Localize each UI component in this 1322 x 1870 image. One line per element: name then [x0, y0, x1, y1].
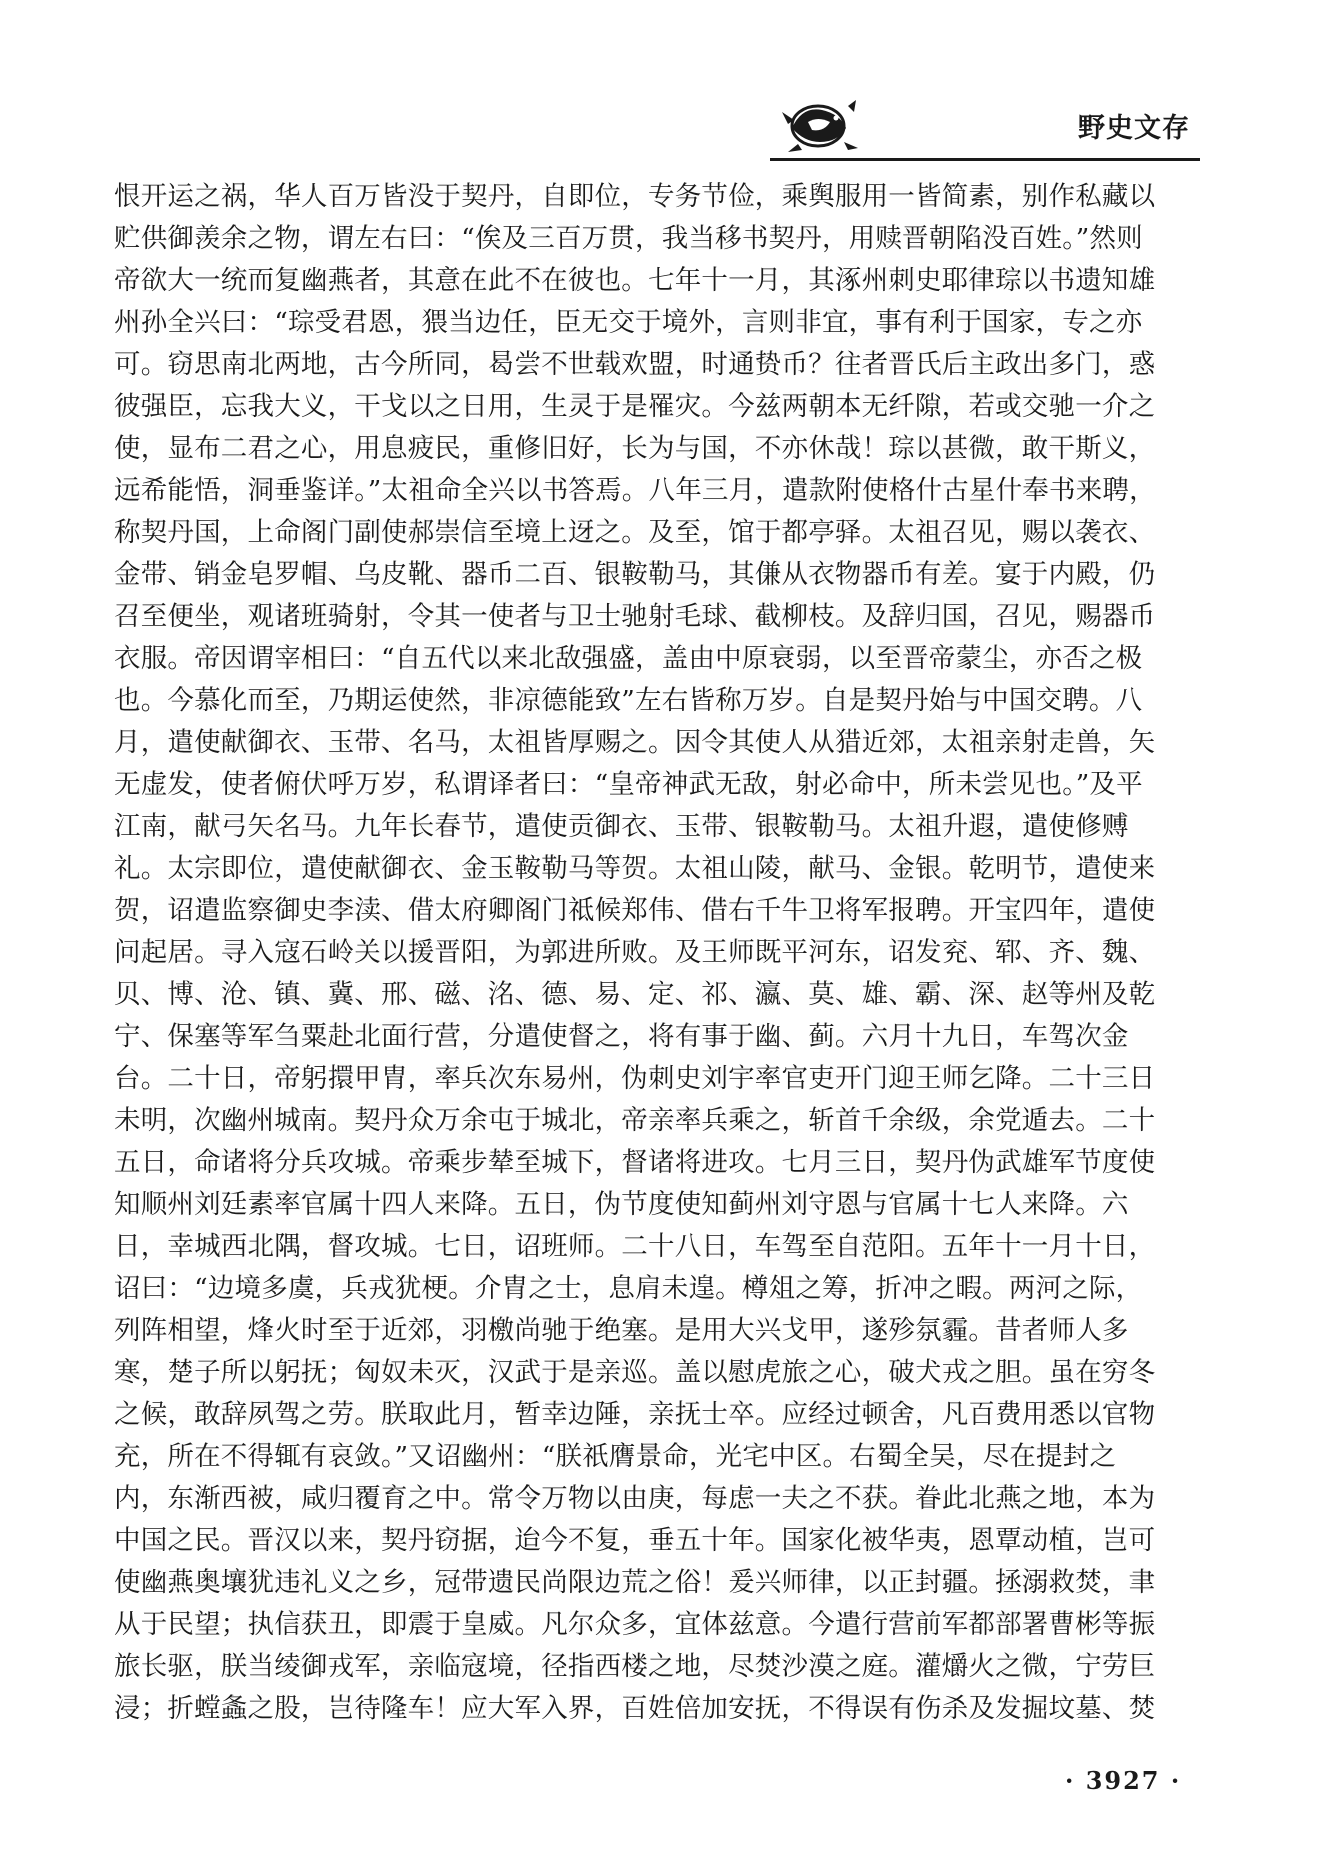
text-line: 远希能悟，洞垂鉴详。”太祖命全兴以书答焉。八年三月，遣款附使格什古星什奉书来聘， — [114, 475, 1156, 506]
text-line: 知顺州刘廷素率官属十四人来降。五日，伪节度使知蓟州刘守恩与官属十七人来降。六 — [114, 1189, 1129, 1220]
text-line: 贝、博、沧、镇、冀、邢、磁、洺、德、易、定、祁、瀛、莫、雄、霸、深、赵等州及乾 — [114, 979, 1156, 1010]
text-line: 宁、保塞等军刍粟赴北面行营，分遣使督之，将有事于幽、蓟。六月十九日，车驾次金 — [114, 1021, 1129, 1052]
text-line: 寒，楚子所以躬抚；匈奴未灭，汉武于是亲巡。盖以慰虎旅之心，破犬戎之胆。虽在穷冬 — [114, 1357, 1156, 1388]
dragon-emblem-icon — [778, 92, 862, 156]
text-line: 未明，次幽州城南。契丹众万余屯于城北，帝亲率兵乘之，斩首千余级，余党遁去。二十 — [114, 1105, 1156, 1136]
text-line: 使，显布二君之心，用息疲民，重修旧好，长为与国，不亦休哉！琮以甚微，敢干斯义， — [114, 433, 1156, 464]
text-line: 衣服。帝因谓宰相曰：“自五代以来北敌强盛，盖由中原衰弱，以至晋帝蒙尘，亦否之极 — [114, 643, 1143, 674]
book-series-title: 野史文存 — [1078, 113, 1190, 144]
text-line: 浸；折螳螽之股，岂待隆车！应大军入界，百姓倍加安抚，不得误有伤杀及发掘坟墓、焚 — [114, 1693, 1156, 1724]
text-line: 恨开运之祸，华人百万皆没于契丹，自即位，专务节俭，乘舆服用一皆简素，别作私藏以 — [114, 181, 1156, 212]
text-line: 月，遣使献御衣、玉带、名马，太祖皆厚赐之。因令其使人从猎近郊，太祖亲射走兽，矢 — [114, 727, 1156, 758]
text-line: 礼。太宗即位，遣使献御衣、金玉鞍勒马等贺。太祖山陵，献马、金银。乾明节，遣使来 — [114, 853, 1156, 884]
text-line: 之候，敢辞夙驾之劳。朕取此月，暂幸边陲，亲抚士卒。应经过顿舍，凡百费用悉以官物 — [114, 1399, 1156, 1430]
text-line: 江南，献弓矢名马。九年长春节，遣使贡御衣、玉带、银鞍勒马。太祖升遐，遣使修赙 — [114, 811, 1129, 842]
text-line: 旅长驱，朕当绫御戎军，亲临寇境，径指西楼之地，尽焚沙漠之庭。灌爝火之微，宁劳巨 — [114, 1651, 1156, 1682]
text-line: 金带、销金皂罗帽、乌皮靴、器币二百、银鞍勒马，其傔从衣物器币有差。宴于内殿，仍 — [114, 559, 1156, 590]
text-line: 贮供御羡余之物，谓左右曰：“俟及三百万贯，我当移书契丹，用赎晋朝陷没百姓。”然则 — [114, 223, 1143, 254]
text-line: 帝欲大一统而复幽燕者，其意在此不在彼也。七年十一月，其涿州刺史耶律琮以书遗知雄 — [114, 265, 1156, 296]
text-line: 中国之民。晋汉以来，契丹窃据，迨今不复，垂五十年。国家化被华夷，恩覃动植，岂可 — [114, 1525, 1156, 1556]
text-line: 彼强臣，忘我大义，干戈以之日用，生灵于是罹灾。今兹两朝本无纤隙，若或交驰一介之 — [114, 391, 1156, 422]
text-line: 无虚发，使者俯伏呼万岁，私谓译者曰：“皇帝神武无敌，射必命中，所未尝见也。”及平 — [114, 769, 1143, 800]
header-rule — [770, 158, 1200, 161]
text-line: 充，所在不得辄有哀敛。”又诏幽州：“朕祇膺景命，光宅中区。右蜀全吴，尽在提封之 — [114, 1441, 1117, 1472]
page-header — [770, 92, 1200, 162]
text-line: 称契丹国，上命阁门副使郝崇信至境上迓之。及至，馆于都亭驿。太祖召见，赐以袭衣、 — [114, 517, 1156, 548]
text-line: 台。二十日，帝躬擐甲胄，率兵次东易州，伪刺史刘宇率官吏开门迎王师乞降。二十三日 — [114, 1063, 1156, 1094]
text-line: 五日，命诸将分兵攻城。帝乘步辇至城下，督诸将进攻。七月三日，契丹伪武雄军节度使 — [114, 1147, 1156, 1178]
text-line: 列阵相望，烽火时至于近郊，羽檄尚驰于绝塞。是用大兴戈甲，遂殄氛霾。昔者师人多 — [114, 1315, 1129, 1346]
text-line: 诏曰：“边境多虞，兵戎犹梗。介胄之士，息肩未遑。樽俎之筹，折冲之暇。两河之际， — [114, 1273, 1143, 1304]
text-line: 从于民望；执信获丑，即震于皇威。凡尔众多，宜体兹意。今遣行营前军都部署曹彬等振 — [114, 1609, 1156, 1640]
text-line: 州孙全兴曰：“琮受君恩，猥当边任，臣无交于境外，言则非宜，事有利于国家，专之亦 — [114, 307, 1143, 338]
text-line: 贺，诏遣监察御史李渎、借太府卿阁门祗候郑伟、借右千牛卫将军报聘。开宝四年，遣使 — [114, 895, 1156, 926]
page-number: · 3927 · — [1065, 1766, 1182, 1795]
text-line: 可。窃思南北两地，古今所同，曷尝不世载欢盟，时通贽币？往者晋氏后主政出多门，惑 — [114, 349, 1156, 380]
text-line: 使幽燕奥壤犹违礼义之乡，冠带遗民尚限边荒之俗！爰兴师律，以正封疆。拯溺救焚，聿 — [114, 1567, 1156, 1598]
text-line: 内，东渐西被，咸归覆育之中。常令万物以由庚，每虑一夫之不获。眷此北燕之地，本为 — [114, 1483, 1156, 1514]
text-line: 问起居。寻入寇石岭关以援晋阳，为郭进所败。及王师既平河东，诏发兖、郓、齐、魏、 — [114, 937, 1156, 968]
main-text — [114, 176, 1224, 1730]
text-line: 也。今慕化而至，乃期运使然，非凉德能致”左右皆称万岁。自是契丹始与中国交聘。八 — [114, 685, 1143, 716]
text-line: 召至便坐，观诸班骑射，令其一使者与卫士驰射毛球、截柳枝。及辞归国，召见，赐器币 — [114, 601, 1156, 632]
text-line: 日，幸城西北隅，督攻城。七日，诏班师。二十八日，车驾至自范阳。五年十一月十日， — [114, 1231, 1156, 1262]
